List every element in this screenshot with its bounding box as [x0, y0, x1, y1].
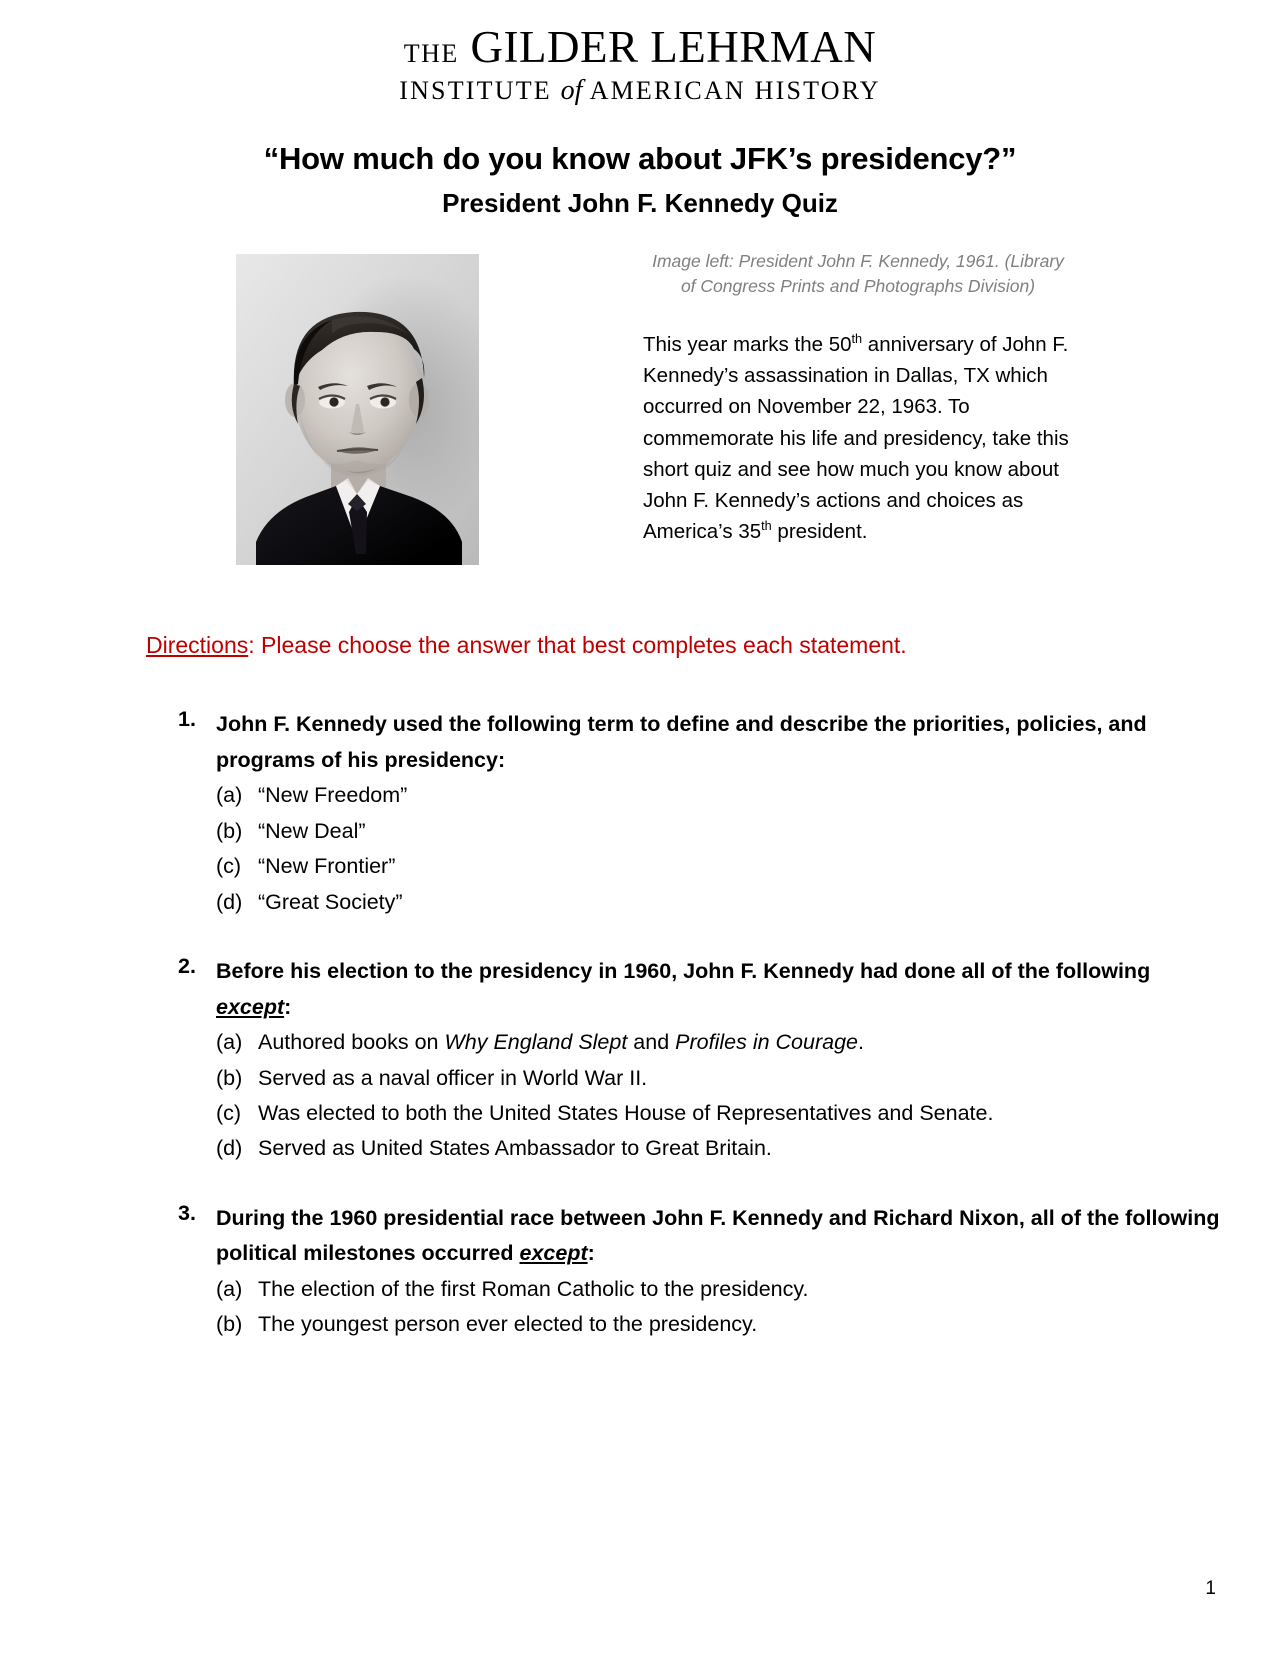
jfk-portrait-photo — [236, 254, 479, 565]
answer-option[interactable] — [216, 1272, 1220, 1307]
organization-logo — [0, 0, 1280, 107]
option-text: The election of the first Roman Catholic to the presidency. — [258, 1276, 809, 1301]
answer-options — [216, 1025, 1220, 1167]
question-stem — [216, 1201, 1220, 1272]
option-text: Was elected to both the United States House of Representatives and Senate. — [258, 1101, 994, 1126]
intro-text-part1: This year marks the 50 — [643, 333, 852, 357]
logo-gilder-lehrman: GILDER LEHRMAN — [470, 22, 877, 72]
option-label: (b) — [216, 1065, 243, 1090]
logo-of: of — [560, 75, 583, 107]
answer-option[interactable] — [216, 1096, 1220, 1131]
jfk-portrait-graphic — [236, 254, 479, 565]
question-stem — [216, 954, 1220, 1025]
question-stem-suffix: : — [587, 1241, 595, 1266]
quiz-questions-list — [0, 707, 1280, 1343]
quiz-question — [178, 954, 1220, 1167]
logo-institute: INSTITUTE — [399, 76, 552, 106]
question-stem — [216, 707, 1220, 778]
option-label: (c) — [216, 854, 242, 879]
quiz-question — [178, 1201, 1220, 1343]
intro-text-part2: anniversary of John F. Kennedy’s assassination in Dallas, TX which occurred on November 22, 1963. To commemorate his life and presidency, take this short quiz and see how much you know about John F. Kennedy’s actions and choices as America’s 35 — [643, 333, 1069, 544]
question-stem-emphasis: except — [216, 994, 285, 1019]
directions-text: : Please choose the answer that best completes each statement. — [248, 632, 907, 659]
intro-text-part3: president. — [771, 520, 868, 544]
option-text: Authored books on Why England Slept and Profiles in Courage. — [258, 1030, 864, 1055]
question-number: 2. — [178, 954, 196, 979]
logo-line-primary — [0, 24, 1280, 71]
intro-text-column — [643, 249, 1073, 547]
question-stem-text: During the 1960 presidential race between John F. Kennedy and Richard Nixon, all of the following political milestones occurred — [216, 1205, 1220, 1266]
directions-line — [0, 631, 1280, 661]
question-stem-text: Before his election to the presidency in 1960, John F. Kennedy had done all of the following — [216, 959, 1151, 984]
option-text: “New Frontier” — [258, 854, 396, 879]
option-text: The youngest person ever elected to the presidency. — [258, 1312, 758, 1337]
answer-options — [216, 778, 1220, 920]
option-label: (c) — [216, 1101, 242, 1126]
intro-paragraph — [643, 329, 1073, 547]
intro-superscript-50th: th — [851, 331, 863, 347]
answer-option[interactable] — [216, 849, 1220, 884]
option-text: “Great Society” — [258, 889, 403, 914]
logo-the: THE — [403, 39, 459, 68]
question-number: 1. — [178, 707, 196, 732]
answer-option[interactable] — [216, 778, 1220, 813]
page-subtitle: President John F. Kennedy Quiz — [442, 188, 838, 219]
intro-section — [0, 249, 1280, 579]
answer-option[interactable] — [216, 1131, 1220, 1166]
directions-label: Directions — [146, 632, 249, 659]
option-label: (a) — [216, 1276, 243, 1301]
option-text: Served as United States Ambassador to Great Britain. — [258, 1136, 772, 1161]
quiz-question — [178, 707, 1220, 920]
answer-option[interactable] — [216, 1061, 1220, 1096]
option-label: (a) — [216, 1030, 243, 1055]
question-number: 3. — [178, 1200, 196, 1225]
page-title: “How much do you know about JFK’s presidency?” — [263, 141, 1017, 177]
option-text: “New Deal” — [258, 818, 366, 843]
question-stem-text: John F. Kennedy used the following term to define and describe the priorities, policies, and programs of his presidency: — [216, 712, 1147, 772]
option-text: Served as a naval officer in World War II. — [258, 1065, 648, 1090]
logo-line-secondary — [0, 75, 1280, 107]
option-label: (d) — [216, 889, 243, 914]
answer-option[interactable] — [216, 1307, 1220, 1342]
answer-option[interactable] — [216, 885, 1220, 920]
answer-option[interactable] — [216, 1025, 1220, 1060]
question-stem-suffix: : — [284, 994, 292, 1019]
intro-superscript-35th: th — [761, 518, 772, 534]
question-stem-emphasis: except — [519, 1241, 588, 1266]
page-number: 1 — [1205, 1578, 1216, 1599]
answer-options — [216, 1272, 1220, 1343]
option-text: “New Freedom” — [258, 783, 408, 808]
image-caption: Image left: President John F. Kennedy, 1961. (Library of Congress Prints and Photographs Division) — [652, 251, 1064, 297]
option-label: (a) — [216, 783, 243, 808]
answer-option[interactable] — [216, 814, 1220, 849]
option-label: (d) — [216, 1136, 243, 1161]
logo-american-history: AMERICAN HISTORY — [589, 76, 881, 106]
option-label: (b) — [216, 1312, 243, 1337]
option-label: (b) — [216, 818, 243, 843]
